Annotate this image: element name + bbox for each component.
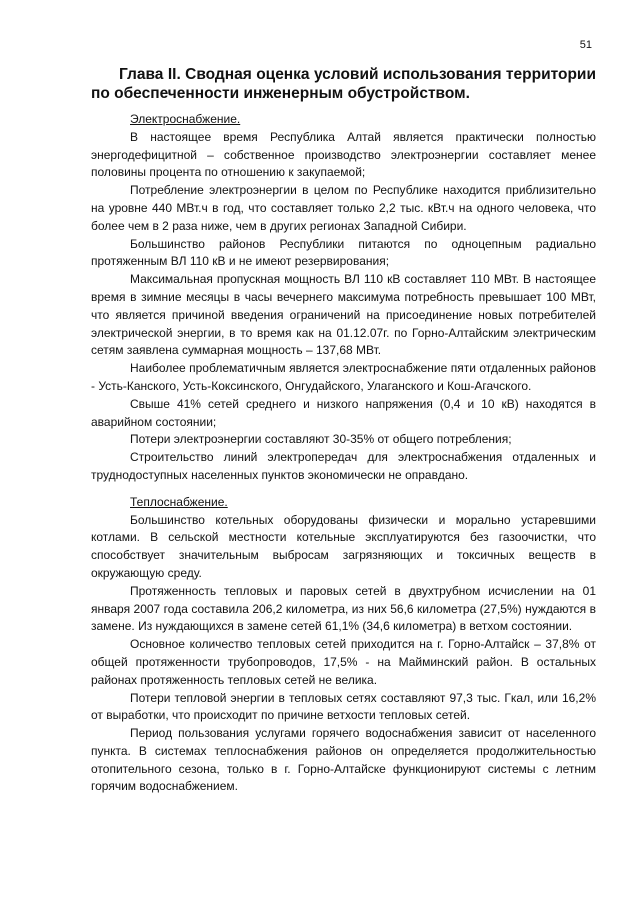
paragraph: Основное количество тепловых сетей приходится на г. Горно-Алтайск – 37,8% от общей протяженности трубопроводов, 17,5% - на Майминский район. В остальных районах протяженность тепловых сетей не велика. bbox=[91, 637, 596, 687]
paragraph: Максимальная пропускная мощность ВЛ 110 кВ составляет 110 МВт. В настоящее время в зимние месяцы в часы вечернего максимума потребность превышает 100 МВт, что является причиной введения ограничений на присоединение новых потребителей электрической энергии, в то время как на 01.12.07г. по Горно-Алтайским электрическим сетям заявлена суммарная мощность – 137,68 МВт. bbox=[91, 272, 596, 358]
page-number: 51 bbox=[579, 39, 592, 51]
paragraph: В настоящее время Республика Алтай является практически полностью энергодефицитной – собственное производство электроэнергии составляет менее половины процента по отношению к закупаемой; bbox=[91, 129, 596, 180]
paragraph: Строительство линий электропередач для электроснабжения отдаленных и труднодоступных населенных пунктов экономически не оправдано. bbox=[91, 450, 596, 482]
paragraph: Свыше 41% сетей среднего и низкого напряжения (0,4 и 10 кВ) находятся в аварийном состоянии; bbox=[91, 396, 596, 429]
paragraph: Протяженность тепловых и паровых сетей в двухтрубном исчислении на 01 января 2007 года составила 206,2 километра, из них 56,6 километра (27,5%) нуждаются в замене. Из нуждающихся в замене сетей 61,1% (34,6 километра) в ветхом состоянии. bbox=[91, 583, 596, 634]
chapter-heading: Глава II. Сводная оценка условий использования территории по обеспеченности инженерным обустройством. bbox=[91, 66, 596, 102]
section-electricity bbox=[91, 111, 596, 485]
section-title-electricity: Электроснабжение. bbox=[130, 112, 241, 126]
page-content bbox=[91, 65, 596, 796]
paragraph: Наиболее проблематичным является электроснабжение пяти отдаленных районов - Усть-Канского, Усть-Коксинского, Онгудайского, Улаганского и Кош-Агачского. bbox=[91, 361, 596, 393]
paragraph: Период пользования услугами горячего водоснабжения зависит от населенного пункта. В системах теплоснабжения районов он определяется продолжительностью отопительного сезона, только в г. Горно-Алтайске функционируют системы с летним горячим водоснабжением. bbox=[91, 726, 596, 794]
paragraph: Большинство районов Республики питаются по одноцепным радиально протяженным ВЛ 110 кВ и не имеют резервирования; bbox=[91, 236, 596, 269]
paragraph: Потребление электроэнергии в целом по Республике находится приблизительно на уровне 440 МВт.ч в год, что составляет только 2,2 тыс. кВт.ч на одного человека, что более чем в 2 раза ниже, чем в других регионах Западной Сибири. bbox=[91, 183, 596, 233]
paragraph: Потери электроэнергии составляют 30-35% от общего потребления; bbox=[130, 432, 512, 447]
paragraph: Большинство котельных оборудованы физически и морально устаревшими котлами. В сельской местности котельные эксплуатируются без газоочистки, что способствует значительным выбросам загрязняющих и токсичных веществ в окружающую среду. bbox=[91, 512, 596, 580]
paragraph: Потери тепловой энергии в тепловых сетях составляют 97,3 тыс. Гкал, или 16,2% от выработки, что происходит по причине ветхости тепловых сетей. bbox=[91, 690, 596, 723]
section-heating bbox=[91, 494, 596, 797]
section-title-heating: Теплоснабжение. bbox=[130, 494, 228, 509]
